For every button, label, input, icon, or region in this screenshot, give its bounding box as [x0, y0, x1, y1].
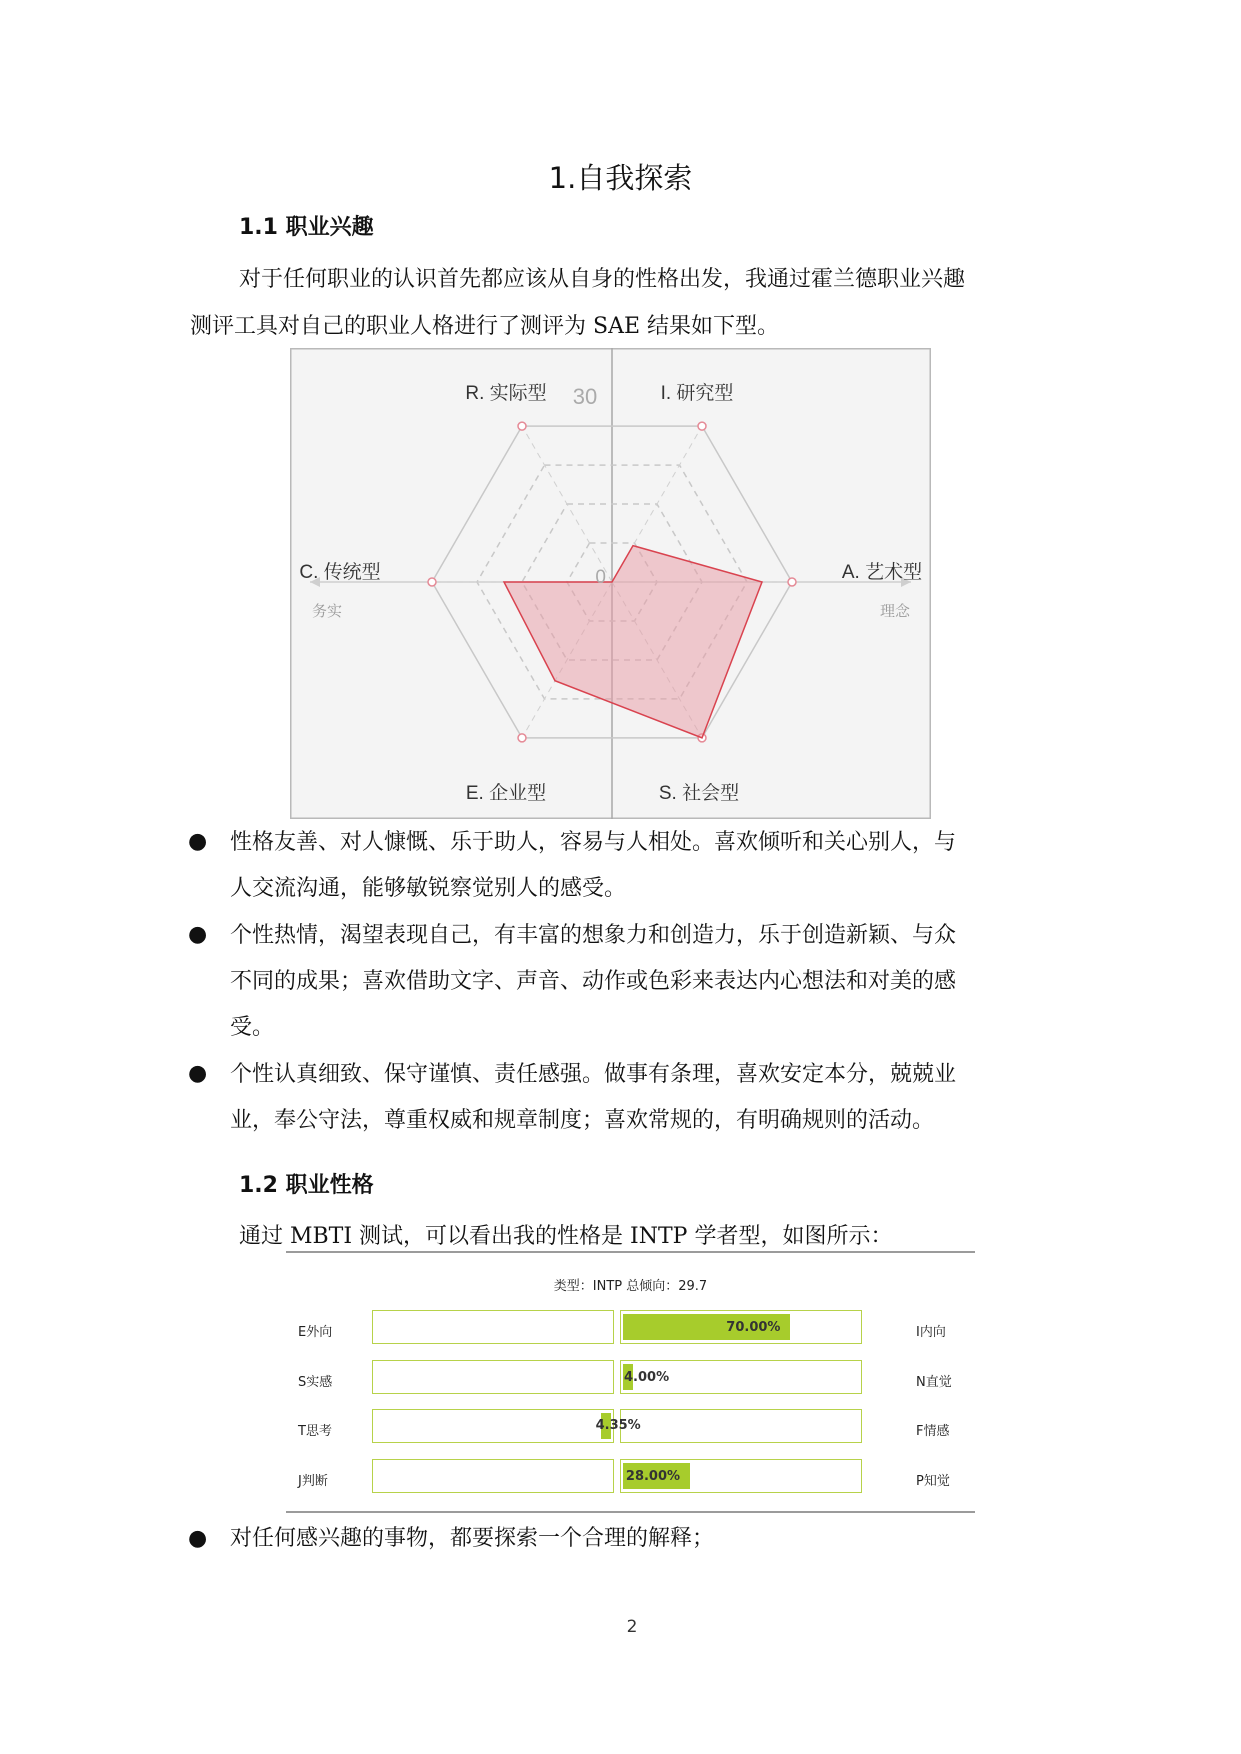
bullet-marker: ●	[188, 1061, 208, 1086]
mbti-row	[286, 1360, 975, 1398]
radar-vertex-marker	[698, 422, 706, 430]
mbti-left-track	[372, 1310, 614, 1344]
bullet-line: 人交流沟通，能够敏锐察觉别人的感受。	[230, 876, 627, 901]
bullet-line: 业，奉公守法，尊重权威和规章制度；喜欢常规的，有明确规则的活动。	[230, 1108, 935, 1133]
section-1-1-para-line2: 测评工具对自己的职业人格进行了测评为 SAE 结果如下型。	[190, 314, 780, 339]
section-1-2-title: 1.2 职业性格	[239, 1173, 374, 1198]
mbti-left-label: S实感	[298, 1375, 333, 1390]
section-1-1-title: 1.1 职业兴趣	[239, 215, 374, 240]
bullet-marker: ●	[188, 922, 208, 947]
section-1-1-para-line1: 对于任何职业的认识首先都应该从自身的性格出发，我通过霍兰德职业兴趣	[239, 267, 966, 292]
mbti-left-track	[372, 1360, 614, 1394]
bullet-2-text: 对任何感兴趣的事物，都要探索一个合理的解释；	[230, 1526, 715, 1551]
mbti-left-label: J判断	[298, 1474, 328, 1489]
mbti-right-label: N直觉	[916, 1375, 952, 1390]
bullet-line: 个性热情，渴望表现自己，有丰富的想象力和创造力，乐于创造新颖、与众	[230, 923, 957, 948]
mbti-title: 类型：INTP 总倾向：29.7	[553, 1279, 708, 1294]
holland-radar-chart	[290, 348, 931, 819]
axis-label-s: S. 社会型	[658, 783, 740, 804]
page-heading: 1.自我探索	[548, 161, 693, 195]
bullet-line: 受。	[230, 1015, 275, 1040]
mbti-value: 28.00%	[625, 1469, 681, 1484]
axis-label-a: A. 艺术型	[841, 562, 923, 583]
mbti-right-label: P知觉	[916, 1474, 950, 1489]
mbti-value: 70.00%	[726, 1320, 781, 1335]
mbti-right-track	[620, 1360, 862, 1394]
mbti-value: 4.00%	[624, 1370, 670, 1385]
mbti-left-track	[372, 1409, 614, 1443]
axis-label-r: R. 实际型	[465, 383, 547, 404]
radar-vertex-marker	[788, 578, 796, 586]
radar-vertex-marker	[518, 422, 526, 430]
mbti-right-track	[620, 1310, 862, 1344]
mbti-chart	[286, 1251, 975, 1513]
mbti-row	[286, 1459, 975, 1497]
page-number: 2	[626, 1617, 638, 1637]
mbti-left-label: E外向	[298, 1325, 333, 1340]
mbti-right-track	[620, 1409, 862, 1443]
bullet-marker: ●	[188, 1526, 208, 1551]
axis-label-c: C. 传统型	[299, 562, 381, 583]
mbti-left-label: T思考	[298, 1424, 332, 1439]
section-1-2-para: 通过 MBTI 测试，可以看出我的性格是 INTP 学者型，如图所示：	[239, 1224, 893, 1249]
bullet-line: 性格友善、对人慷慨、乐于助人，容易与人相处。喜欢倾听和关心别人，与	[230, 830, 957, 855]
mbti-value: 4.35%	[595, 1418, 641, 1433]
mbti-right-label: F情感	[916, 1424, 950, 1439]
axis-label-i: I. 研究型	[660, 383, 734, 404]
bullet-marker: ●	[188, 829, 208, 854]
radar-vertex-marker	[518, 734, 526, 742]
radar-vertex-marker	[428, 578, 436, 586]
axis-label-e: E. 企业型	[465, 783, 547, 804]
mbti-row	[286, 1310, 975, 1348]
side-label-right: 理念	[879, 603, 910, 620]
bullet-line: 个性认真细致、保守谨慎、责任感强。做事有条理，喜欢安定本分，兢兢业	[230, 1062, 957, 1087]
bullet-line: 不同的成果；喜欢借助文字、声音、动作或色彩来表达内心想法和对美的感	[230, 969, 957, 994]
mbti-left-track	[372, 1459, 614, 1493]
scale-max-label: 30	[572, 384, 598, 409]
mbti-right-label: I内向	[916, 1325, 946, 1340]
scale-zero-label: 0	[595, 567, 606, 588]
mbti-row	[286, 1409, 975, 1447]
mbti-right-track	[620, 1459, 862, 1493]
side-label-left: 务实	[312, 603, 343, 620]
